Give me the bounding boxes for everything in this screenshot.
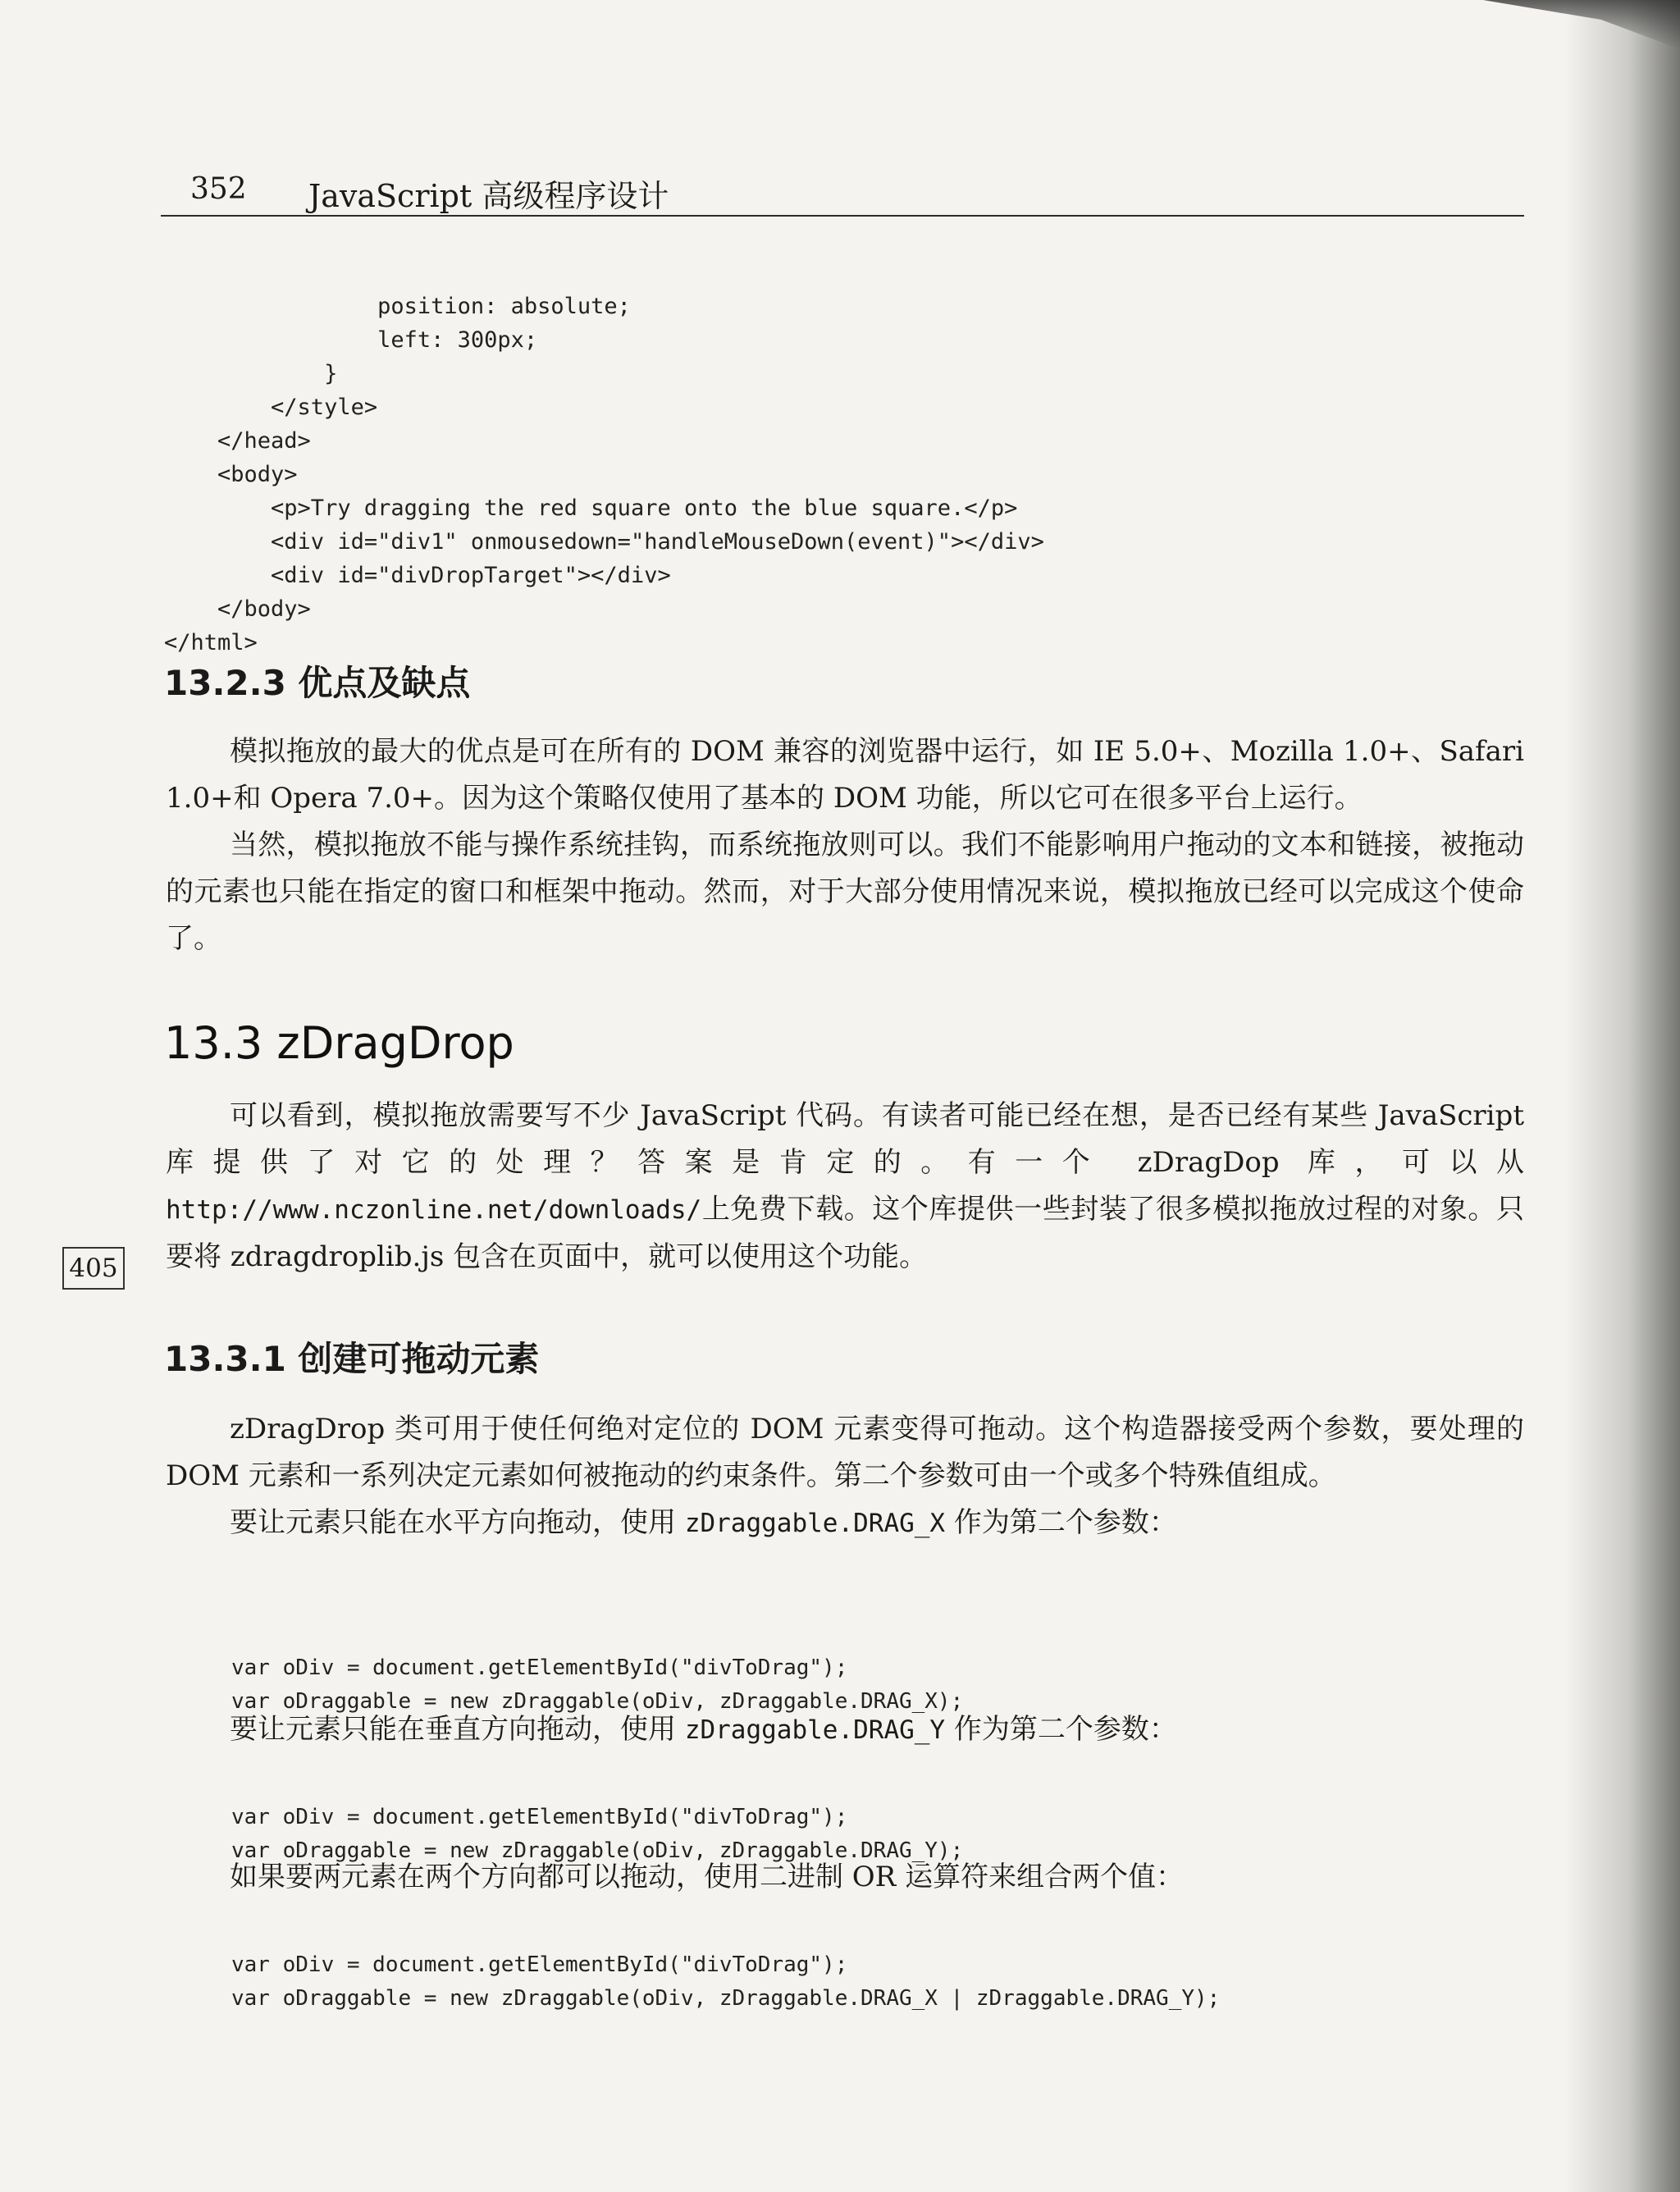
text-run: 要让元素只能在垂直方向拖动，使用 [230,1713,685,1746]
code-line: var oDraggable = new zDraggable(oDiv, zDraggable.DRAG_X | zDraggable.DRAG_Y); [231,1986,1221,2011]
original-page-reference: 405 [62,1247,125,1290]
code-line: } [164,361,338,386]
section-heading-13-2-3: 13.2.3 优点及缺点 [164,663,471,703]
code-line: left: 300px; [164,327,538,353]
text-run: 作为第二个参数： [945,1713,1177,1746]
code-line: var oDraggable = new zDraggable(oDiv, zDraggable.DRAG_X); [231,1689,964,1714]
paragraph-drag-y [166,1706,1524,1754]
paragraph: zDragDrop 类可用于使任何绝对定位的 DOM 元素变得可拖动。这个构造器接受两个参数，要处理的 DOM 元素和一系列决定元素如何被拖动的约束条件。第二个参数可由一个或多个特殊值组成。 [166,1413,1524,1492]
section-heading-13-3: 13.3 zDragDrop [164,1017,514,1069]
section-13-3-body [166,1093,1524,1281]
code-line: position: absolute; [164,294,631,319]
section-13-2-3-body [166,728,1524,962]
text-run: 上免费下载。这个库提供一些封装了很多模拟拖放过程的对象。只要将 zdragdroplib.js 包含在页面中，就可以使用这个功能。 [166,1193,1524,1273]
section-13-3-1-body [166,1406,1524,1547]
code-block-html-end [164,256,1044,693]
text-run: 作为第二个参数： [945,1506,1177,1539]
inline-code: zDraggable.DRAG_X [684,1509,946,1538]
code-line: var oDiv = document.getElementById("divToDrag"); [231,1805,848,1829]
code-line: </html> [164,630,258,655]
code-line: <body> [164,462,298,487]
code-line: <p>Try dragging the red square onto the blue square.</p> [164,495,1018,521]
paragraph: 如果要两元素在两个方向都可以拖动，使用二进制 OR 运算符来组合两个值： [230,1861,1185,1893]
paragraph: 当然，模拟拖放不能与操作系统挂钩，而系统拖放则可以。我们不能影响用户拖动的文本和链接，被拖动的元素也只能在指定的窗口和框架中拖动。然而，对于大部分使用情况来说，模拟拖放已经可以完成这个使命了。 [166,829,1524,955]
paragraph [166,1500,1524,1547]
code-line: <div id="div1" onmousedown="handleMouseDown(event)"></div> [164,529,1044,555]
paragraph [166,1093,1524,1281]
code-line: </head> [164,428,311,454]
code-line: var oDraggable = new zDraggable(oDiv, zDraggable.DRAG_Y); [231,1838,964,1863]
section-heading-13-3-1: 13.3.1 创建可拖动元素 [164,1339,540,1379]
code-line: </style> [164,395,378,420]
code-line: var oDiv = document.getElementById("divToDrag"); [231,1655,848,1680]
paragraph [166,1706,1524,1754]
inline-code: zDraggable.DRAG_Y [684,1715,946,1745]
text-run: 可以看到，模拟拖放需要写不少 JavaScript 代码。有读者可能已经在想，是否已经有某些 JavaScript 库提供了对它的处理？答案是肯定的。有一个 zDragDop 库，可以从 [166,1099,1524,1179]
download-url: http://www.nczonline.net/downloads/ [166,1195,702,1225]
paragraph-drag-both [166,1854,1524,1901]
code-block-drag-both [231,1915,1220,2049]
book-title: JavaScript 高级程序设计 [308,178,669,214]
page-number: 352 [190,172,247,206]
page-gutter-shadow [1565,0,1680,2192]
page-header [161,164,1524,217]
code-line: var oDiv = document.getElementById("divToDrag"); [231,1952,848,1977]
code-line: </body> [164,596,311,622]
code-line: <div id="divDropTarget"></div> [164,563,671,588]
paragraph: 模拟拖放的最大的优点是可在所有的 DOM 兼容的浏览器中运行，如 IE 5.0+、Mozilla 1.0+、Safari 1.0+和 Opera 7.0+。因为这个策略仅使用了基本的 DOM 功能，所以它可在很多平台上运行。 [166,735,1524,815]
text-run: 要让元素只能在水平方向拖动，使用 [230,1506,685,1539]
